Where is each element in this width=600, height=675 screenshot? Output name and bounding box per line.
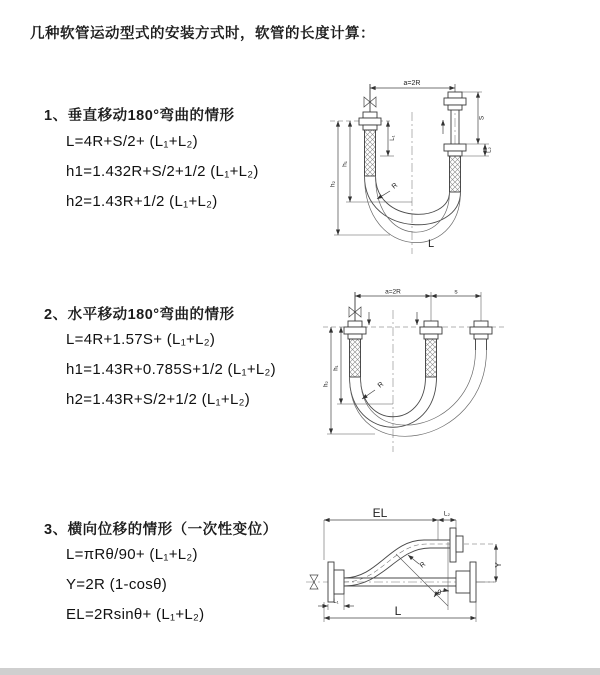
- label-h1: h₁: [341, 161, 349, 167]
- l-dimension: [324, 602, 476, 622]
- el-dimension: [324, 506, 438, 560]
- section-3-formula-Y: Y=2R (1-cosθ): [66, 576, 168, 593]
- y-dimension: [476, 544, 503, 582]
- upper-right-flange: [450, 528, 463, 562]
- diagram-vertical-180-bend: [310, 72, 595, 262]
- radius-callout: [408, 555, 427, 570]
- label-r: R: [390, 181, 400, 191]
- h2-dimension: [330, 121, 391, 235]
- label-y: Y: [494, 562, 503, 568]
- section-2-formula-h2: h2=1.43R+S/2+1/2 (L₁+L₂): [66, 391, 251, 408]
- curved-hose-displaced: [344, 540, 450, 586]
- radius-callout: [377, 182, 399, 199]
- label-length: L: [394, 604, 402, 618]
- label-h1: h₁: [333, 365, 340, 371]
- section-2-heading: 2、水平移动180°弯曲的情形: [44, 307, 235, 323]
- diagram-horizontal-180-bend: [305, 282, 600, 467]
- label-l1: L₁: [333, 599, 339, 605]
- section-1-formula-h1: h1=1.432R+S/2+1/2 (L₁+L₂): [66, 163, 259, 180]
- flange-3-shifted: [470, 321, 492, 350]
- section-3-formula-L: L=πRθ/90+ (L₁+L₂): [66, 546, 198, 563]
- diagram-lateral-displacement: [298, 498, 598, 658]
- left-flange: [328, 562, 344, 602]
- section-3-heading: 3、横向位移的情形（一次性变位）: [44, 522, 278, 538]
- hose-curves: [365, 176, 461, 243]
- valve-icon: [349, 292, 361, 322]
- label-s: s: [454, 288, 458, 296]
- l2-dimension: [438, 511, 456, 529]
- page-title: 几种软管运动型式的安装方式时，软管的长度计算：: [30, 26, 375, 42]
- top-span-dimension: [370, 80, 455, 92]
- label-l1: L₁: [390, 135, 396, 141]
- radius-callout: [362, 381, 385, 399]
- label-theta: θ: [437, 590, 441, 597]
- centerlines: [330, 84, 455, 254]
- right-lower-flange: [456, 562, 476, 602]
- label-a2r: a=2R: [385, 288, 401, 296]
- flange-1: [344, 321, 366, 377]
- l1-dimension: [380, 121, 396, 156]
- label-h2: h₂: [329, 180, 337, 188]
- label-r: R: [376, 380, 386, 390]
- page-bottom-edge: [0, 668, 600, 675]
- h1-dimension: [334, 327, 394, 404]
- section-1-formula-L: L=4R+S/2+ (L₁+L₂): [66, 133, 198, 150]
- top-span-dimension: [355, 289, 481, 297]
- label-r: R: [418, 560, 428, 570]
- angle-construction: [396, 542, 449, 610]
- label-l2: L₂: [486, 147, 493, 153]
- section-2-formula-h1: h1=1.43R+0.785S+1/2 (L₁+L₂): [66, 361, 276, 378]
- section-3-formula-EL: EL=2Rsinθ+ (L₁+L₂): [66, 606, 205, 623]
- section-1-heading: 1、垂直移动180°弯曲的情形: [44, 108, 235, 124]
- left-flange: [359, 112, 381, 176]
- flange-2: [420, 321, 442, 377]
- section-1-formula-h2: h2=1.43R+1/2 (L₁+L₂): [66, 193, 218, 210]
- label-length: L: [428, 238, 435, 250]
- label-el: EL: [372, 506, 388, 520]
- section-2-formula-L: L=4R+1.57S+ (L₁+L₂): [66, 331, 216, 348]
- label-h2: h₂: [323, 381, 330, 387]
- label-l2: L₂: [443, 510, 451, 518]
- label-a2r: a=2R: [403, 80, 421, 87]
- l1-dimension: [318, 594, 354, 610]
- label-s: S: [478, 115, 486, 121]
